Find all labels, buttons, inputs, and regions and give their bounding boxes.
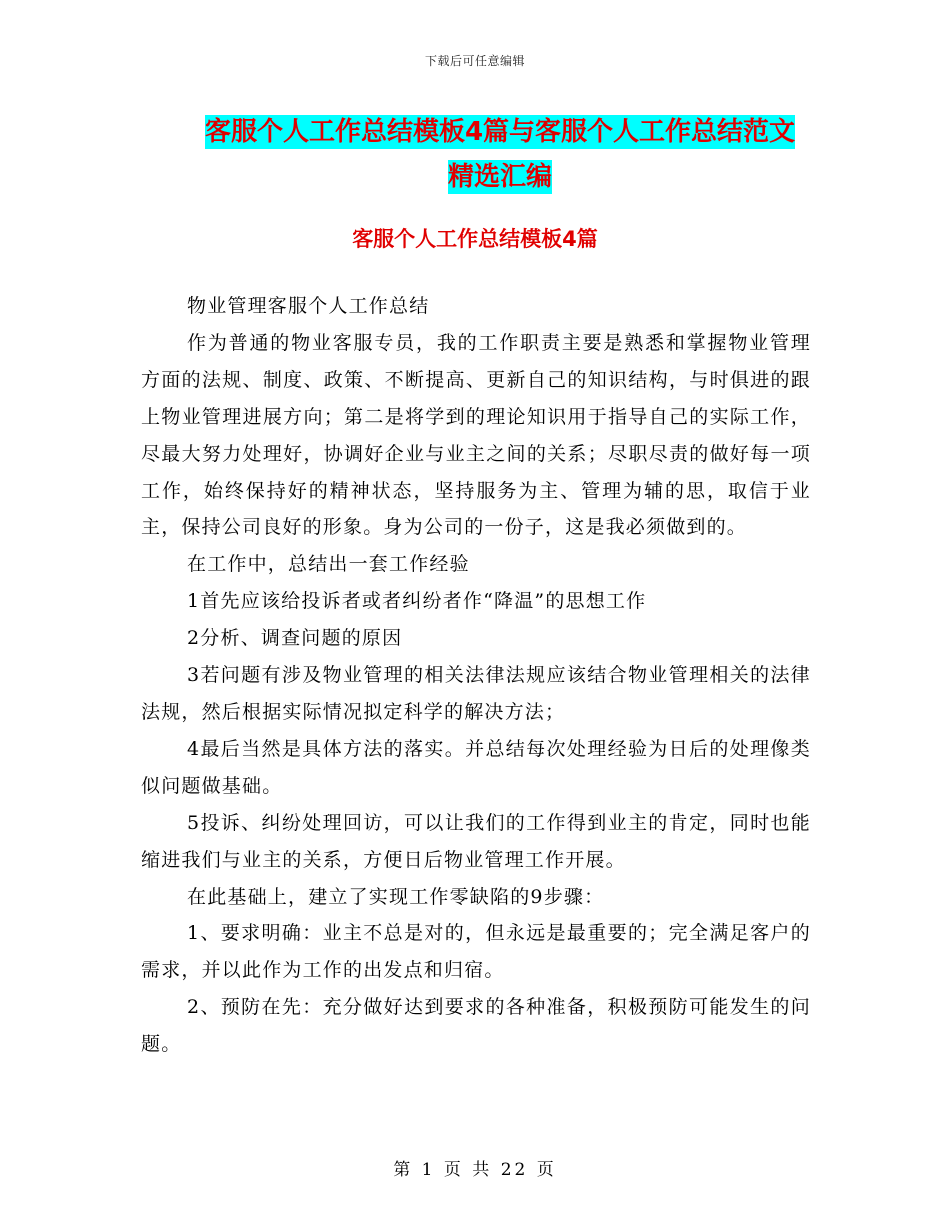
document-title <box>140 110 860 200</box>
paragraph: 在工作中，总结出一套工作经验 <box>187 553 470 576</box>
page-header-note: 下载后可任意编辑 <box>424 54 525 68</box>
paragraph: 3若问题有涉及物业管理的相关法律法规应该结合物业管理相关的法律法规，然后根据实际情况拟定科学的解决方法； <box>141 664 811 723</box>
page-number-footer: 第 1 页 共 22 页 <box>393 1160 557 1180</box>
paragraph: 在此基础上，建立了实现工作零缺陷的9步骤： <box>187 885 605 908</box>
document-title-line-2: 精选汇编 <box>447 162 552 192</box>
paragraph: 作为普通的物业客服专员，我的工作职责主要是熟悉和掌握物业管理方面的法规、制度、政策、不断提高、更新自己的知识结构，与时俱进的跟上物业管理进展方向；第二是将学到的理论知识用于指导自己的实际工作，尽最大努力处理好，协调好企业与业主之间的关系；尽职尽责的做好每一项工作，始终保持好的精神状态，坚持服务为主、管理为辅的思，取信于业主，保持公司良好的形象。身为公司的一份子，这是我必须做到的。 <box>141 331 811 539</box>
paragraph: 1、要求明确：业主不总是对的，但永远是最重要的；完全满足客户的需求，并以此作为工作的出发点和归宿。 <box>141 922 811 982</box>
paragraph: 4最后当然是具体方法的落实。并总结每次处理经验为日后的处理像类似问题做基础。 <box>141 737 811 797</box>
section-title: 客服个人工作总结模板4篇 <box>352 227 598 251</box>
paragraph: 物业管理客服个人工作总结 <box>187 295 430 317</box>
paragraph: 2、预防在先：充分做好达到要求的各种准备，积极预防可能发生的问题。 <box>141 996 811 1056</box>
paragraph: 2分析、调查问题的原因 <box>187 627 403 650</box>
document-title-line-1: 客服个人工作总结模板4篇与客服个人工作总结范文 <box>204 117 796 147</box>
paragraph: 5投诉、纠纷处理回访，可以让我们的工作得到业主的肯定，同时也能缩进我们与业主的关系，方便日后物业管理工作开展。 <box>141 811 811 871</box>
paragraph: 1首先应该给投诉者或者纠纷者作“降温”的思想工作 <box>187 590 647 613</box>
document-body <box>141 288 811 1063</box>
